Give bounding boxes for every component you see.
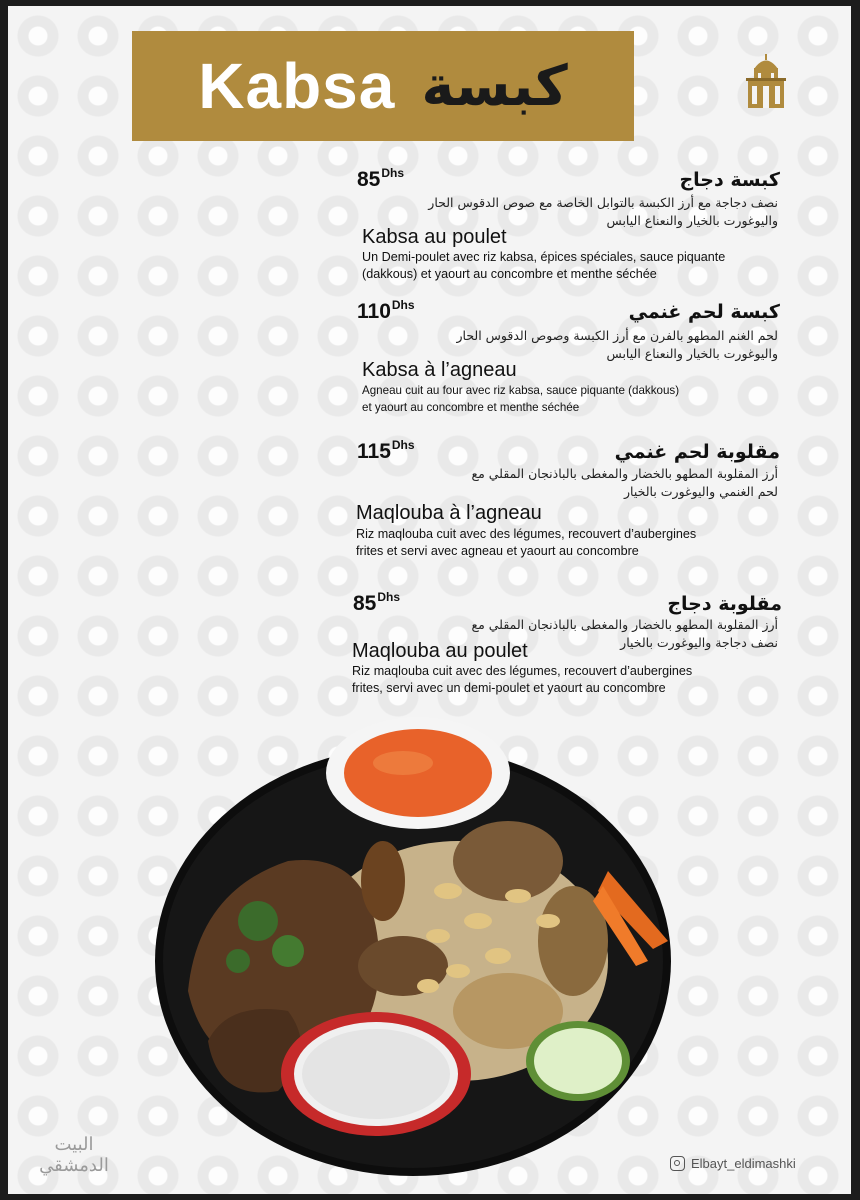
item-price: $110^{Dhs}$ <box>357 298 415 323</box>
item-french-desc-1: Un Demi-poulet avec riz kabsa, épices spéciales, sauce piquante <box>362 250 726 264</box>
item-french-desc-2: frites et servi avec agneau et yaourt au concombre <box>356 544 639 558</box>
item-french-name: Kabsa à l’agneau <box>362 359 517 381</box>
item-french-name: Kabsa au poulet <box>362 226 507 248</box>
item-price: $85^{Dhs}$ <box>357 166 405 191</box>
item-french-desc-1: Agneau cuit au four avec riz kabsa, sauce piquante (dakkous) <box>362 384 680 397</box>
item-french-name: Maqlouba au poulet <box>352 640 528 662</box>
menu-page <box>8 6 851 1194</box>
item-price: $85^{Dhs}$ <box>353 590 401 615</box>
item-arabic-desc-2: واليوغورت بالخيار والنعناع اليابس <box>606 346 778 361</box>
item-arabic-name: كبسة دجاج <box>679 169 780 191</box>
item-arabic-name: مقلوبة دجاج <box>667 593 782 615</box>
menu-item-maqlouba-agneau <box>348 438 778 558</box>
item-arabic-name: كبسة لحم غنمي <box>628 301 780 323</box>
menu-item-kabsa-agneau <box>348 298 778 413</box>
item-arabic-desc-2: لحم الغنمي واليوغورت بالخيار <box>624 484 778 499</box>
item-arabic-name: مقلوبة لحم غنمي <box>614 441 780 463</box>
item-french-name: Maqlouba à l’agneau <box>356 502 542 524</box>
brand-logo: البيت الدمشقي <box>39 1134 109 1176</box>
item-arabic-desc-1: نصف دجاجة مع أرز الكبسة بالتوابل الخاصة مع صوص الدقوس الحار <box>428 195 778 210</box>
item-arabic-desc-1: أرز المقلوبة المطهو بالخضار والمغطى بالباذنجان المقلي مع <box>471 466 778 481</box>
item-french-desc-2: (dakkous) et yaourt au concombre et menthe séchée <box>362 267 657 281</box>
item-arabic-desc-1: أرز المقلوبة المطهو بالخضار والمغطى بالباذنجان المقلي مع <box>471 617 778 632</box>
instagram-link[interactable] <box>670 1156 796 1171</box>
item-french-desc-1: Riz maqlouba cuit avec des légumes, recouvert d’aubergines <box>356 527 697 541</box>
building-logo-icon <box>746 54 786 110</box>
menu-item-kabsa-poulet <box>348 166 778 281</box>
instagram-handle: Elbayt_eldimashki <box>691 1156 796 1171</box>
title-banner <box>132 31 634 141</box>
item-french-desc-2: frites, servi avec un demi-poulet et yaourt au concombre <box>352 681 666 695</box>
item-arabic-desc-2: واليوغورت بالخيار والنعناع اليابس <box>606 213 778 228</box>
item-arabic-desc-1: لحم الغنم المطهو بالفرن مع أرز الكبسة وصوص الدقوس الحار <box>456 328 778 343</box>
menu-item-maqlouba-poulet <box>348 590 782 700</box>
item-arabic-desc-2: نصف دجاجة واليوغورت بالخيار <box>620 635 778 650</box>
title-latin: Kabsa <box>198 50 396 122</box>
item-french-desc-1: Riz maqlouba cuit avec des légumes, recouvert d’aubergines <box>352 664 693 678</box>
title-arabic: كبسة <box>421 53 568 119</box>
item-price: $115^{Dhs}$ <box>357 438 415 463</box>
item-french-desc-2: et yaourt au concombre et menthe séchée <box>362 401 580 414</box>
dish-photo <box>148 711 688 1181</box>
instagram-icon <box>670 1156 685 1171</box>
